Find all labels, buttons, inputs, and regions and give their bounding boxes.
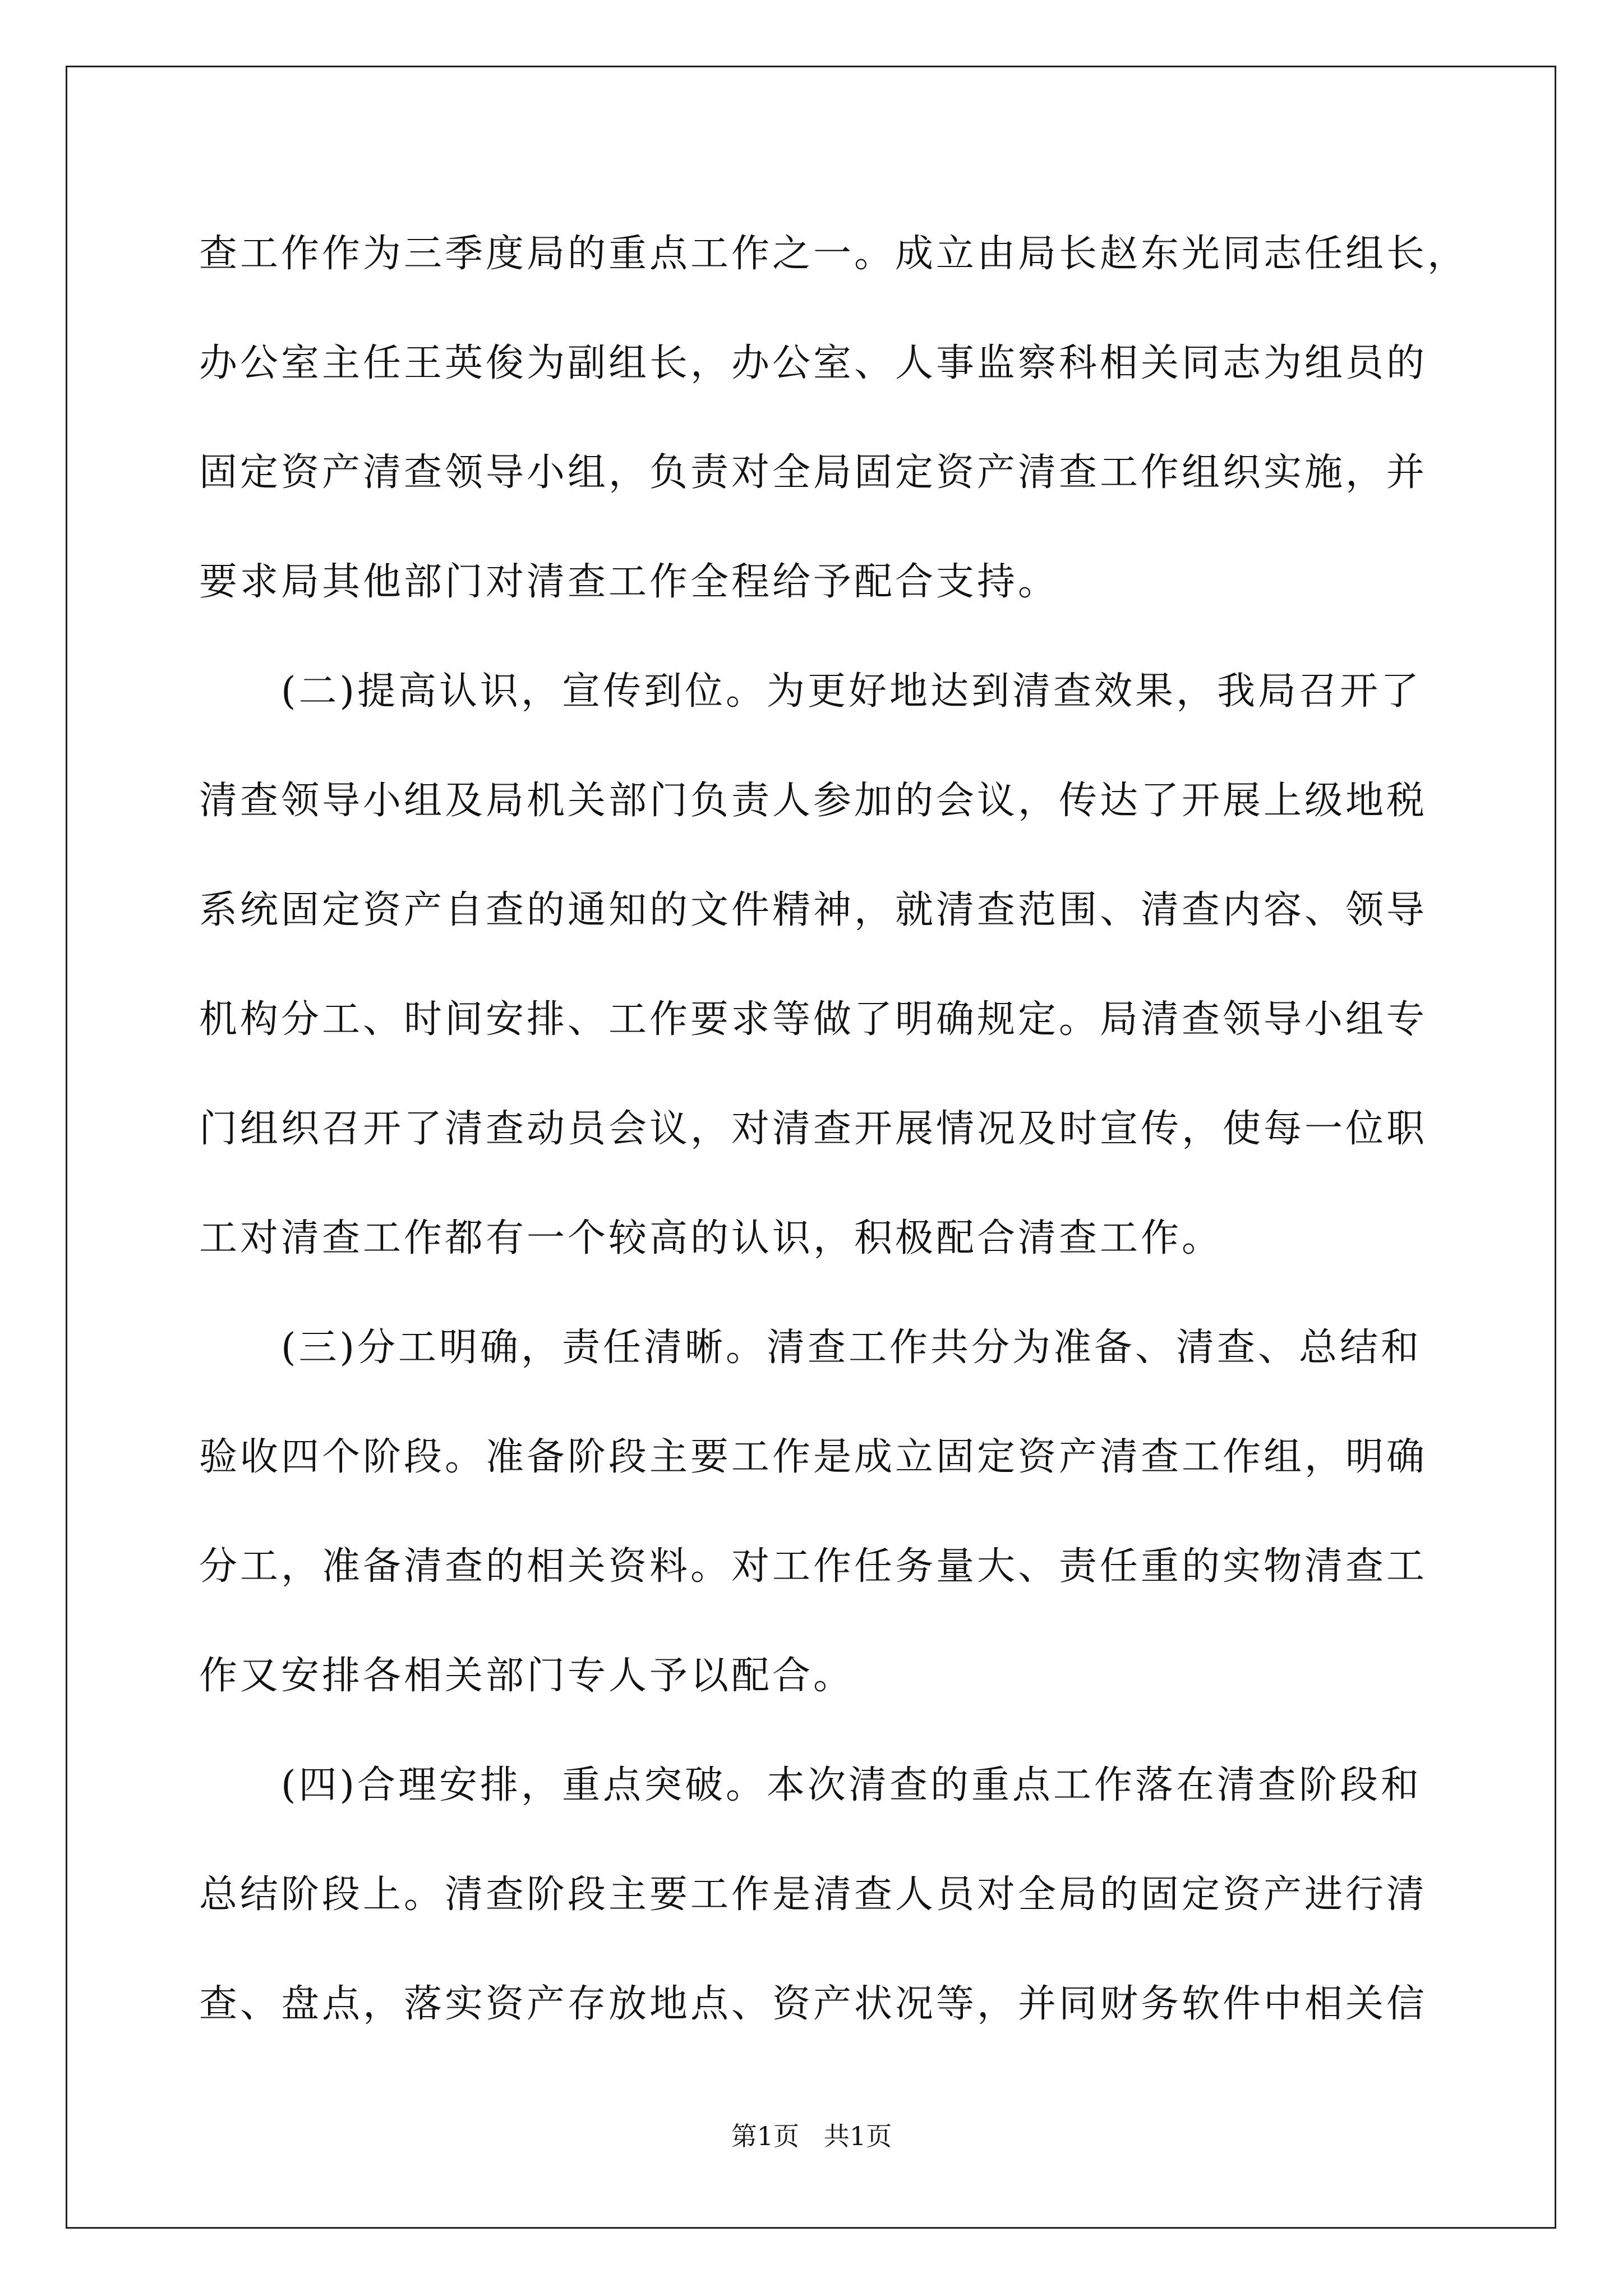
text-line: 查、盘点，落实资产存放地点、资产状况等，并同财务软件中相关信 <box>199 1982 1428 2026</box>
paragraph-start-line: (二)提高认识，宣传到位。为更好地达到清查效果，我局召开了 <box>199 669 1422 714</box>
text-line: 机构分工、时间安排、工作要求等做了明确规定。局清查领导小组专 <box>199 997 1428 1042</box>
text-line: 分工，准备清查的相关资料。对工作任务量大、责任重的实物清查工 <box>199 1544 1428 1589</box>
text-line: 系统固定资产自查的通知的文件精神，就清查范围、清查内容、领导 <box>199 888 1428 932</box>
text-line: 工对清查工作都有一个较高的认识，积极配合清查工作。 <box>199 1216 1223 1260</box>
text-line: 作又安排各相关部门专人予以配合。 <box>199 1654 855 1698</box>
text-line: 办公室主任王英俊为副组长，办公室、人事监察科相关同志为组员的 <box>199 341 1428 385</box>
paragraph-start-line: (四)合理安排，重点突破。本次清查的重点工作落在清查阶段和 <box>199 1763 1422 1807</box>
text-line: 固定资产清查领导小组，负责对全局固定资产清查工作组织实施，并 <box>199 450 1428 495</box>
text-line: 门组织召开了清查动员会议，对清查开展情况及时宣传，使每一位职 <box>199 1107 1428 1151</box>
text-line: 要求局其他部门对清查工作全程给予配合支持。 <box>199 560 1059 604</box>
text-line: 验收四个阶段。准备阶段主要工作是成立固定资产清查工作组，明确 <box>199 1435 1428 1479</box>
text-line: 清查领导小组及局机关部门负责人参加的会议，传达了开展上级地税 <box>199 779 1428 823</box>
text-line: 总结阶段上。清查阶段主要工作是清查人员对全局的固定资产进行清 <box>199 1872 1428 1917</box>
page-footer: 第1页 共1页 <box>731 2121 892 2151</box>
text-line: 查工作作为三季度局的重点工作之一。成立由局长赵东光同志任组长， <box>199 232 1469 276</box>
paragraph-start-line: (三)分工明确，责任清晰。清查工作共分为准备、清查、总结和 <box>199 1326 1422 1370</box>
